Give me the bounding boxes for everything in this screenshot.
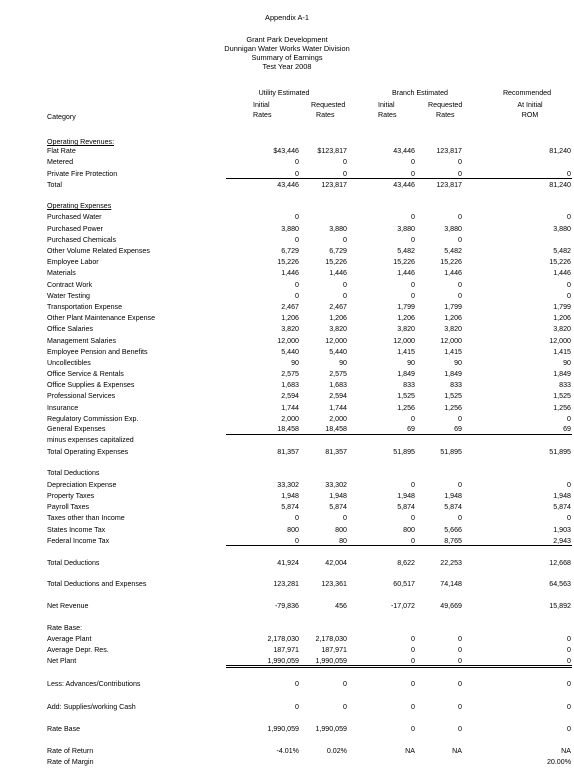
cell-col2: 0 (343, 703, 347, 711)
cell-col2: 18,458 (325, 425, 347, 433)
cell-col4: 1,525 (444, 392, 462, 400)
row-label: Taxes other than Income (47, 514, 125, 522)
col4-header-a: Requested (428, 101, 463, 109)
cell-col4: 5,874 (444, 503, 462, 511)
cell-col2: 2,178,030 (315, 635, 347, 643)
cell-col5: 0 (567, 292, 571, 300)
cell-col3: 0 (411, 646, 415, 654)
cell-col4: 3,820 (444, 325, 462, 333)
cell-col2: 0 (343, 281, 347, 289)
cell-col2: 0 (343, 680, 347, 688)
cell-col3: 1,948 (397, 492, 415, 500)
cell-col2: 2,575 (329, 370, 347, 378)
cell-col3: 43,446 (393, 147, 415, 155)
cell-col1: 0 (295, 680, 299, 688)
cell-col5: 1,849 (553, 370, 571, 378)
appendix-label: Appendix A-1 (265, 13, 309, 22)
cell-col1: 43,446 (277, 181, 299, 189)
cell-col4: NA (452, 747, 462, 755)
row-label: Federal Income Tax (47, 537, 110, 545)
cell-col4: 12,000 (440, 337, 462, 345)
cell-col4: 22,253 (440, 559, 462, 567)
cell-col3: 0 (411, 292, 415, 300)
cell-col1: 123,281 (273, 580, 299, 588)
cell-col3: 69 (407, 425, 415, 433)
cell-col3: 5,874 (397, 503, 415, 511)
row-label: General Expenses (47, 425, 106, 433)
col4-header-b: Rates (436, 111, 455, 119)
cell-col5: 20.00% (546, 758, 571, 766)
row-label: Total Deductions (47, 559, 100, 567)
cell-col4: 123,817 (436, 181, 462, 189)
cell-col1: 0 (295, 213, 299, 221)
cell-col1: -79,836 (274, 602, 299, 610)
cell-col2: 90 (339, 359, 347, 367)
title-line-1: Grant Park Development (246, 35, 328, 44)
col2-header-a: Requested (311, 101, 346, 109)
cell-col5: 15,226 (549, 258, 571, 266)
rule-net-plant-double (226, 665, 572, 668)
cell-col3: 0 (411, 657, 415, 665)
cell-col1: 0 (295, 514, 299, 522)
cell-col2: 456 (335, 602, 347, 610)
cell-col5: 1,446 (553, 269, 571, 277)
cell-col5: 90 (563, 359, 571, 367)
row-label: Property Taxes (47, 492, 95, 500)
cell-col3: 90 (407, 359, 415, 367)
cell-col5: 1,256 (553, 404, 571, 412)
cell-col1: 1,990,059 (267, 725, 299, 733)
cell-col1: 41,924 (277, 559, 299, 567)
cell-col5: 3,880 (553, 225, 571, 233)
cell-col3: 51,895 (393, 448, 415, 456)
cell-col3: 1,256 (397, 404, 415, 412)
cell-col1: 0 (295, 292, 299, 300)
cell-col5: 2,943 (553, 537, 571, 545)
group-recommended: Recommended (502, 89, 552, 97)
col5-header-a: At Initial (517, 101, 543, 109)
col1-header-a: Initial (253, 101, 270, 109)
cell-col1: 2,000 (281, 415, 299, 423)
row-label: Net Revenue (47, 602, 89, 610)
cell-col1: 800 (287, 526, 299, 534)
cell-col1: 187,971 (273, 646, 299, 654)
cell-col2: 0 (343, 158, 347, 166)
cell-col2: 5,874 (329, 503, 347, 511)
cell-col1: 0 (295, 281, 299, 289)
cell-col5: 833 (559, 381, 571, 389)
title-line-3: Summary of Earnings (251, 53, 323, 62)
cell-col4: 0 (458, 213, 462, 221)
cell-col1: 1,446 (281, 269, 299, 277)
cell-col1: 3,880 (281, 225, 299, 233)
row-label: States Income Tax (47, 526, 106, 534)
cell-col3: 0 (411, 514, 415, 522)
cell-col5: 64,563 (549, 580, 571, 588)
col3-header-a: Initial (378, 101, 395, 109)
cell-col2: 3,880 (329, 225, 347, 233)
cell-col4: 0 (458, 292, 462, 300)
row-label: Metered (47, 158, 74, 166)
cell-col5: 12,000 (549, 337, 571, 345)
cell-col3: 43,446 (393, 181, 415, 189)
row-label: Uncollectibles (47, 359, 91, 367)
row-label: Materials (47, 269, 76, 277)
cell-col2: 2,000 (329, 415, 347, 423)
cell-col2: 1,990,059 (315, 657, 347, 665)
row-label: Office Salaries (47, 325, 93, 333)
cell-col4: 0 (458, 281, 462, 289)
cell-col1: 0 (295, 703, 299, 711)
cell-col4: 0 (458, 236, 462, 244)
cell-col2: 2,594 (329, 392, 347, 400)
row-label: minus expenses capitalized (47, 436, 134, 444)
row-label: Total Deductions and Expenses (47, 580, 147, 588)
cell-col5: 1,206 (553, 314, 571, 322)
cell-col2: 1,206 (329, 314, 347, 322)
cell-col2: 0 (343, 514, 347, 522)
cell-col2: 123,361 (321, 580, 347, 588)
cell-col5: NA (561, 747, 571, 755)
row-label: Other Volume Related Expenses (47, 247, 150, 255)
row-label: Less: Advances/Contributions (47, 680, 141, 688)
cell-col3: 60,517 (393, 580, 415, 588)
group-branch-estimated: Branch Estimated (392, 89, 448, 97)
cell-col4: 1,799 (444, 303, 462, 311)
cell-col3: 0 (411, 725, 415, 733)
cell-col5: 1,948 (553, 492, 571, 500)
cell-col1: 0 (295, 158, 299, 166)
cell-col5: 5,874 (553, 503, 571, 511)
row-label: Depreciation Expense (47, 481, 117, 489)
cell-col1: 81,357 (277, 448, 299, 456)
cell-col3: 12,000 (393, 337, 415, 345)
cell-col4: 1,948 (444, 492, 462, 500)
cell-col4: 1,446 (444, 269, 462, 277)
cell-col2: 0 (343, 170, 347, 178)
cell-col4: 0 (458, 703, 462, 711)
cell-col1: 0 (295, 537, 299, 545)
row-label: Rate Base (47, 725, 81, 733)
cell-col5: 5,482 (553, 247, 571, 255)
cell-col5: 81,240 (549, 147, 571, 155)
cell-col1: 1,744 (281, 404, 299, 412)
cell-col3: 15,226 (393, 258, 415, 266)
row-label: Total Operating Expenses (47, 448, 129, 456)
cell-col2: 5,440 (329, 348, 347, 356)
cell-col3: 0 (411, 635, 415, 643)
cell-col3: 0 (411, 158, 415, 166)
cell-col5: 1,903 (553, 526, 571, 534)
row-label: Total (47, 181, 62, 189)
cell-col1: 0 (295, 236, 299, 244)
row-label: Rate of Margin (47, 758, 94, 766)
cell-col4: 15,226 (440, 258, 462, 266)
cell-col5: 0 (567, 170, 571, 178)
cell-col2: 1,683 (329, 381, 347, 389)
cell-col2: 42,004 (325, 559, 347, 567)
cell-col1: 2,467 (281, 303, 299, 311)
cell-col2: 0.02% (326, 747, 347, 755)
cell-col3: 1,799 (397, 303, 415, 311)
cell-col4: 0 (458, 635, 462, 643)
row-label: Rate of Return (47, 747, 94, 755)
row-label: Office Supplies & Expenses (47, 381, 135, 389)
cell-col5: 0 (567, 481, 571, 489)
cell-col1: 90 (291, 359, 299, 367)
cell-col4: 8,765 (444, 537, 462, 545)
cell-col4: 0 (458, 680, 462, 688)
cell-col2: 1,744 (329, 404, 347, 412)
row-label: Transportation Expense (47, 303, 123, 311)
cell-col1: 18,458 (277, 425, 299, 433)
cell-col3: 0 (411, 537, 415, 545)
cell-col3: NA (405, 747, 415, 755)
cell-col3: 0 (411, 281, 415, 289)
cell-col1: 1,990,059 (267, 657, 299, 665)
cell-col2: 6,729 (329, 247, 347, 255)
cell-col4: 1,415 (444, 348, 462, 356)
cell-col1: 15,226 (277, 258, 299, 266)
cell-col2: 15,226 (325, 258, 347, 266)
cell-col5: 3,820 (553, 325, 571, 333)
cell-col4: 0 (458, 481, 462, 489)
row-label: Purchased Chemicals (47, 236, 116, 244)
rule-deductions-total (226, 545, 572, 546)
cell-col1: 5,440 (281, 348, 299, 356)
title-line-2: Dunnigan Water Works Water Division (224, 44, 350, 53)
cell-col1: 33,302 (277, 481, 299, 489)
cell-col1: $43,446 (273, 147, 299, 155)
cell-col1: 1,683 (281, 381, 299, 389)
cell-col2: 1,948 (329, 492, 347, 500)
cell-col4: 0 (458, 170, 462, 178)
cell-col4: 74,148 (440, 580, 462, 588)
row-label: Net Plant (47, 657, 77, 665)
cell-col5: 0 (567, 680, 571, 688)
cell-col1: 0 (295, 170, 299, 178)
row-label: Private Fire Protection (47, 170, 118, 178)
cell-col4: 0 (458, 514, 462, 522)
group-utility-estimated: Utility Estimated (258, 89, 310, 97)
row-label: Operating Expenses (47, 202, 112, 210)
cell-col4: 833 (450, 381, 462, 389)
cell-col3: 0 (411, 680, 415, 688)
cell-col3: 0 (411, 415, 415, 423)
row-label: Professional Services (47, 392, 116, 400)
cell-col3: 1,525 (397, 392, 415, 400)
cell-col4: 1,206 (444, 314, 462, 322)
cell-col5: 81,240 (549, 181, 571, 189)
rule-revenues-total (226, 178, 572, 179)
cell-col1: 5,874 (281, 503, 299, 511)
cell-col1: 2,594 (281, 392, 299, 400)
cell-col3: 1,849 (397, 370, 415, 378)
row-label: Employee Labor (47, 258, 99, 266)
cell-col3: 3,820 (397, 325, 415, 333)
row-label: Insurance (47, 404, 79, 412)
cell-col3: 3,880 (397, 225, 415, 233)
row-label: Average Depr. Res. (47, 646, 109, 654)
cell-col2: 1,446 (329, 269, 347, 277)
col3-header-b: Rates (378, 111, 397, 119)
cell-col2: 0 (343, 236, 347, 244)
cell-col4: 1,256 (444, 404, 462, 412)
cell-col4: 1,849 (444, 370, 462, 378)
cell-col4: 49,669 (440, 602, 462, 610)
cell-col5: 0 (567, 635, 571, 643)
cell-col4: 0 (458, 657, 462, 665)
cell-col2: 187,971 (321, 646, 347, 654)
cell-col3: 0 (411, 481, 415, 489)
row-label: Total Deductions (47, 469, 100, 477)
cell-col2: 80 (339, 537, 347, 545)
row-label: Flat Rate (47, 147, 76, 155)
cell-col5: 1,415 (553, 348, 571, 356)
row-label: Employee Pension and Benefits (47, 348, 148, 356)
row-label: Other Plant Maintenance Expense (47, 314, 156, 322)
cell-col2: 1,990,059 (315, 725, 347, 733)
col1-header-b: Rates (253, 111, 272, 119)
cell-col5: 0 (567, 281, 571, 289)
cell-col5: 0 (567, 646, 571, 654)
cell-col3: 1,446 (397, 269, 415, 277)
cell-col3: 833 (403, 381, 415, 389)
cell-col3: 1,415 (397, 348, 415, 356)
cell-col2: 800 (335, 526, 347, 534)
cell-col5: 0 (567, 415, 571, 423)
cell-col4: 90 (454, 359, 462, 367)
cell-col1: 2,178,030 (267, 635, 299, 643)
cell-col1: 3,820 (281, 325, 299, 333)
cell-col5: 0 (567, 703, 571, 711)
cell-col3: 0 (411, 236, 415, 244)
cell-col1: 12,000 (277, 337, 299, 345)
cell-col2: 12,000 (325, 337, 347, 345)
cell-col5: 0 (567, 657, 571, 665)
cell-col5: 12,668 (549, 559, 571, 567)
cell-col4: 0 (458, 725, 462, 733)
cell-col3: 8,622 (397, 559, 415, 567)
cell-col5: 0 (567, 514, 571, 522)
cell-col3: 0 (411, 213, 415, 221)
row-label: Water Testing (47, 292, 90, 300)
cell-col4: 123,817 (436, 147, 462, 155)
row-label: Contract Work (47, 281, 93, 289)
cell-col4: 0 (458, 646, 462, 654)
cell-col2: 2,467 (329, 303, 347, 311)
cell-col2: 123,817 (321, 181, 347, 189)
cell-col5: 0 (567, 213, 571, 221)
cell-col1: 1,206 (281, 314, 299, 322)
cell-col2: 3,820 (329, 325, 347, 333)
rule-expenses-total (226, 434, 572, 435)
cell-col1: 6,729 (281, 247, 299, 255)
title-line-4: Test Year 2008 (262, 62, 312, 71)
row-label: Management Salaries (47, 337, 117, 345)
cell-col3: -17,072 (390, 602, 415, 610)
cell-col5: 1,525 (553, 392, 571, 400)
row-label: Add: Supplies/working Cash (47, 703, 136, 711)
category-header: Category (47, 113, 76, 121)
row-label: Office Service & Rentals (47, 370, 124, 378)
cell-col1: -4.01% (276, 747, 299, 755)
cell-col3: 800 (403, 526, 415, 534)
cell-col1: 2,575 (281, 370, 299, 378)
col2-header-b: Rates (316, 111, 335, 119)
cell-col3: 0 (411, 170, 415, 178)
row-label: Purchased Water (47, 213, 102, 221)
cell-col1: 1,948 (281, 492, 299, 500)
cell-col4: 0 (458, 158, 462, 166)
cell-col3: 0 (411, 703, 415, 711)
cell-col3: 5,482 (397, 247, 415, 255)
cell-col5: 15,892 (549, 602, 571, 610)
cell-col4: 0 (458, 415, 462, 423)
cell-col2: $123,817 (317, 147, 347, 155)
row-label: Rate Base: (47, 624, 83, 632)
cell-col2: 0 (343, 292, 347, 300)
cell-col4: 69 (454, 425, 462, 433)
cell-col2: 81,357 (325, 448, 347, 456)
cell-col4: 51,895 (440, 448, 462, 456)
cell-col5: 0 (567, 725, 571, 733)
cell-col4: 3,880 (444, 225, 462, 233)
row-label: Payroll Taxes (47, 503, 90, 511)
cell-col4: 5,482 (444, 247, 462, 255)
row-label: Regulatory Commission Exp. (47, 415, 139, 423)
cell-col5: 69 (563, 425, 571, 433)
cell-col2: 33,302 (325, 481, 347, 489)
row-label: Average Plant (47, 635, 92, 643)
row-label: Purchased Power (47, 225, 103, 233)
cell-col5: 1,799 (553, 303, 571, 311)
cell-col3: 1,206 (397, 314, 415, 322)
cell-col5: 51,895 (549, 448, 571, 456)
cell-col4: 5,666 (444, 526, 462, 534)
row-label: Operating Revenues: (47, 138, 115, 146)
col5-header-b: ROM (521, 111, 539, 119)
